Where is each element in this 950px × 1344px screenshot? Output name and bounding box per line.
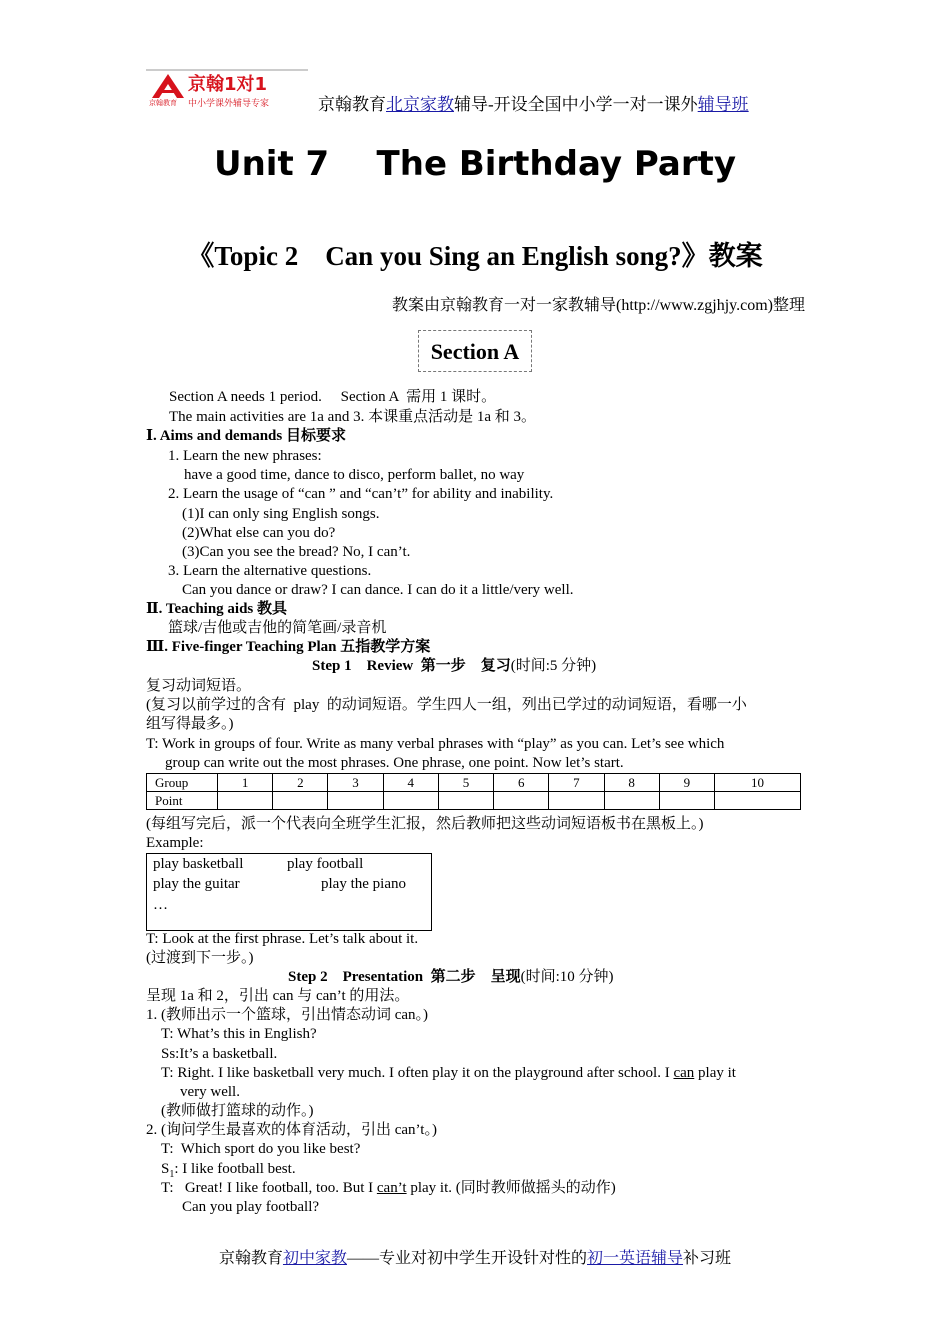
table-cell: 8 [604,774,659,792]
step1-line: T: Work in groups of four. Write as many verbal phrases with “play” as you can. Let’s see which [146,736,725,752]
step1-line: (复习以前学过的含有 play 的动词短语。学生四人一组，列出已学过的动词短语，看哪一小 [146,697,747,713]
example-item: … [153,897,168,913]
footer-text: 补习班 [683,1250,732,1267]
example-item: play basketball [153,856,244,872]
brand-logo [146,68,308,112]
header-text-1: 京翰教育 [318,95,386,114]
dialogue-line: T: What’s this in English? [161,1026,317,1042]
aims-line: (3)Can you see the bread? No, I can’t. [182,544,411,560]
table-cell [438,792,493,810]
step2-time: (时间:10 分钟) [520,969,614,985]
page-subtitle: 《Topic 2 Can you Sing an English song?》教案 [187,241,763,271]
dialogue-text: play it [694,1065,736,1081]
dialogue-text: T: Right. I like basketball very much. I often play it on the playground after school. I [161,1065,674,1081]
aims-line: 3. Learn the alternative questions. [168,563,372,579]
page-title: Unit 7 The Birthday Party [213,144,737,184]
aims-line: (1)I can only sing English songs. [182,506,380,522]
section-heading: Section A [418,330,532,372]
table-cell [494,792,549,810]
aids-heading: Ⅱ. Teaching aids 教具 [146,601,288,617]
footer-text: 京翰教育 [218,1250,283,1267]
header-text-2: 辅导-开设全国中小学一对一课外 [454,95,698,114]
example-item: play the guitar [153,876,240,892]
dialogue-line: very well. [180,1084,240,1100]
table-cell: 10 [714,774,800,792]
step1-heading-line [312,657,596,676]
table-cell [383,792,438,810]
group-points-table [146,773,801,810]
step2-heading-line [288,968,614,987]
table-cell: 5 [438,774,493,792]
logo-sub-right: 中小学课外辅导专家 [188,99,270,109]
step1-line: group can write out the most phrases. One phrase, one point. Now let’s start. [165,755,624,771]
teacher-note: (教师做打篮球的动作。) [161,1103,314,1119]
aims-line: Can you dance or draw? I can dance. I can do it a little/very well. [182,582,574,598]
dialogue-line: Can you play football? [182,1199,320,1215]
table-cell: 4 [383,774,438,792]
dialogue-line [161,1064,736,1083]
dialogue-line [161,1179,616,1198]
footer-text: ——专业对初中学生开设针对性的 [346,1250,587,1267]
header-link-beijing-tutor[interactable]: 北京家教 [386,95,454,114]
table-cell [604,792,659,810]
dialogue-text: : I like football best. [174,1161,296,1177]
underlined-word: can’t [376,1180,407,1196]
table-row-label: Group [147,774,218,792]
footer-link-junior-tutor[interactable]: 初中家教 [282,1250,347,1267]
aims-line: have a good time, dance to disco, perform ballet, no way [184,467,525,483]
intro-line: The main activities are 1a and 3. 本课重点活动是 1a 和 3。 [169,409,536,425]
table-cell: 7 [549,774,604,792]
table-cell: 3 [328,774,383,792]
step1-line: 组写得最多。) [146,716,234,732]
underlined-word: can [673,1065,695,1081]
after-table-line: Example: [146,835,204,851]
after-example-line: T: Look at the first phrase. Let’s talk about it. [146,931,419,947]
dialogue-text: play it. (同时教师做摇头的动作) [406,1180,616,1196]
table-cell: 2 [273,774,328,792]
header-line [318,90,749,115]
table-cell: 6 [494,774,549,792]
example-item: play the piano [321,876,406,892]
table-row [147,792,801,810]
step1-line: 复习动词短语。 [146,678,252,694]
step2-point: 2. (询问学生最喜欢的体育活动，引出 can’t。) [146,1122,437,1138]
step2-heading: Step 2 Presentation 第二步 呈现 [288,969,521,985]
table-cell [218,792,273,810]
aims-line: (2)What else can you do? [182,525,336,541]
credit-line: 教案由京翰教育一对一家教辅导(http://www.zgjhjy.com)整理 [391,297,805,314]
speaker-subscript: 1 [169,1169,175,1180]
table-row [147,774,801,792]
table-row-label: Point [147,792,218,810]
table-cell [714,792,800,810]
intro-line: Section A needs 1 period. Section A 需用 1 课时。 [169,389,497,405]
step2-point: 1. (教师出示一个篮球，引出情态动词 can。) [146,1007,429,1023]
speaker-label: S [161,1161,170,1177]
header-link-tutoring-class[interactable]: 辅导班 [697,95,749,114]
footer-link-grade7-english[interactable]: 初一英语辅导 [587,1250,684,1267]
aims-line: 2. Learn the usage of “can ” and “can’t” for ability and inability. [168,486,554,502]
dialogue-line: Ss:It’s a basketball. [161,1046,278,1062]
logo-sub-left: 京翰教育 [149,99,177,107]
after-example-line: (过渡到下一步。) [146,950,254,966]
after-table-line: (每组写完后，派一个代表向全班学生汇报，然后教师把这些动词短语板书在黑板上。) [146,816,704,832]
table-cell [273,792,328,810]
table-cell [549,792,604,810]
aims-line: 1. Learn the new phrases: [168,448,322,464]
step1-heading: Step 1 Review 第一步 复习 [312,658,511,674]
step1-time: (时间:5 分钟) [510,658,597,674]
logo-main-text: 京翰1对1 [188,74,268,95]
plan-heading: Ⅲ. Five-finger Teaching Plan 五指教学方案 [146,639,431,655]
example-box [146,853,432,931]
dialogue-line: T: Which sport do you like best? [161,1141,361,1157]
step2-intro: 呈现 1a 和 2，引出 can 与 can’t 的用法。 [146,988,410,1004]
example-item: play football [287,856,364,872]
table-cell: 9 [659,774,714,792]
aids-line: 篮球/吉他或吉他的简笔画/录音机 [168,620,387,636]
table-cell: 1 [218,774,273,792]
dialogue-text: T: Great! I like football, too. But I [161,1180,377,1196]
aims-heading: Ⅰ. Aims and demands 目标要求 [146,428,346,444]
table-cell [328,792,383,810]
footer-line [0,1245,950,1268]
table-cell [659,792,714,810]
